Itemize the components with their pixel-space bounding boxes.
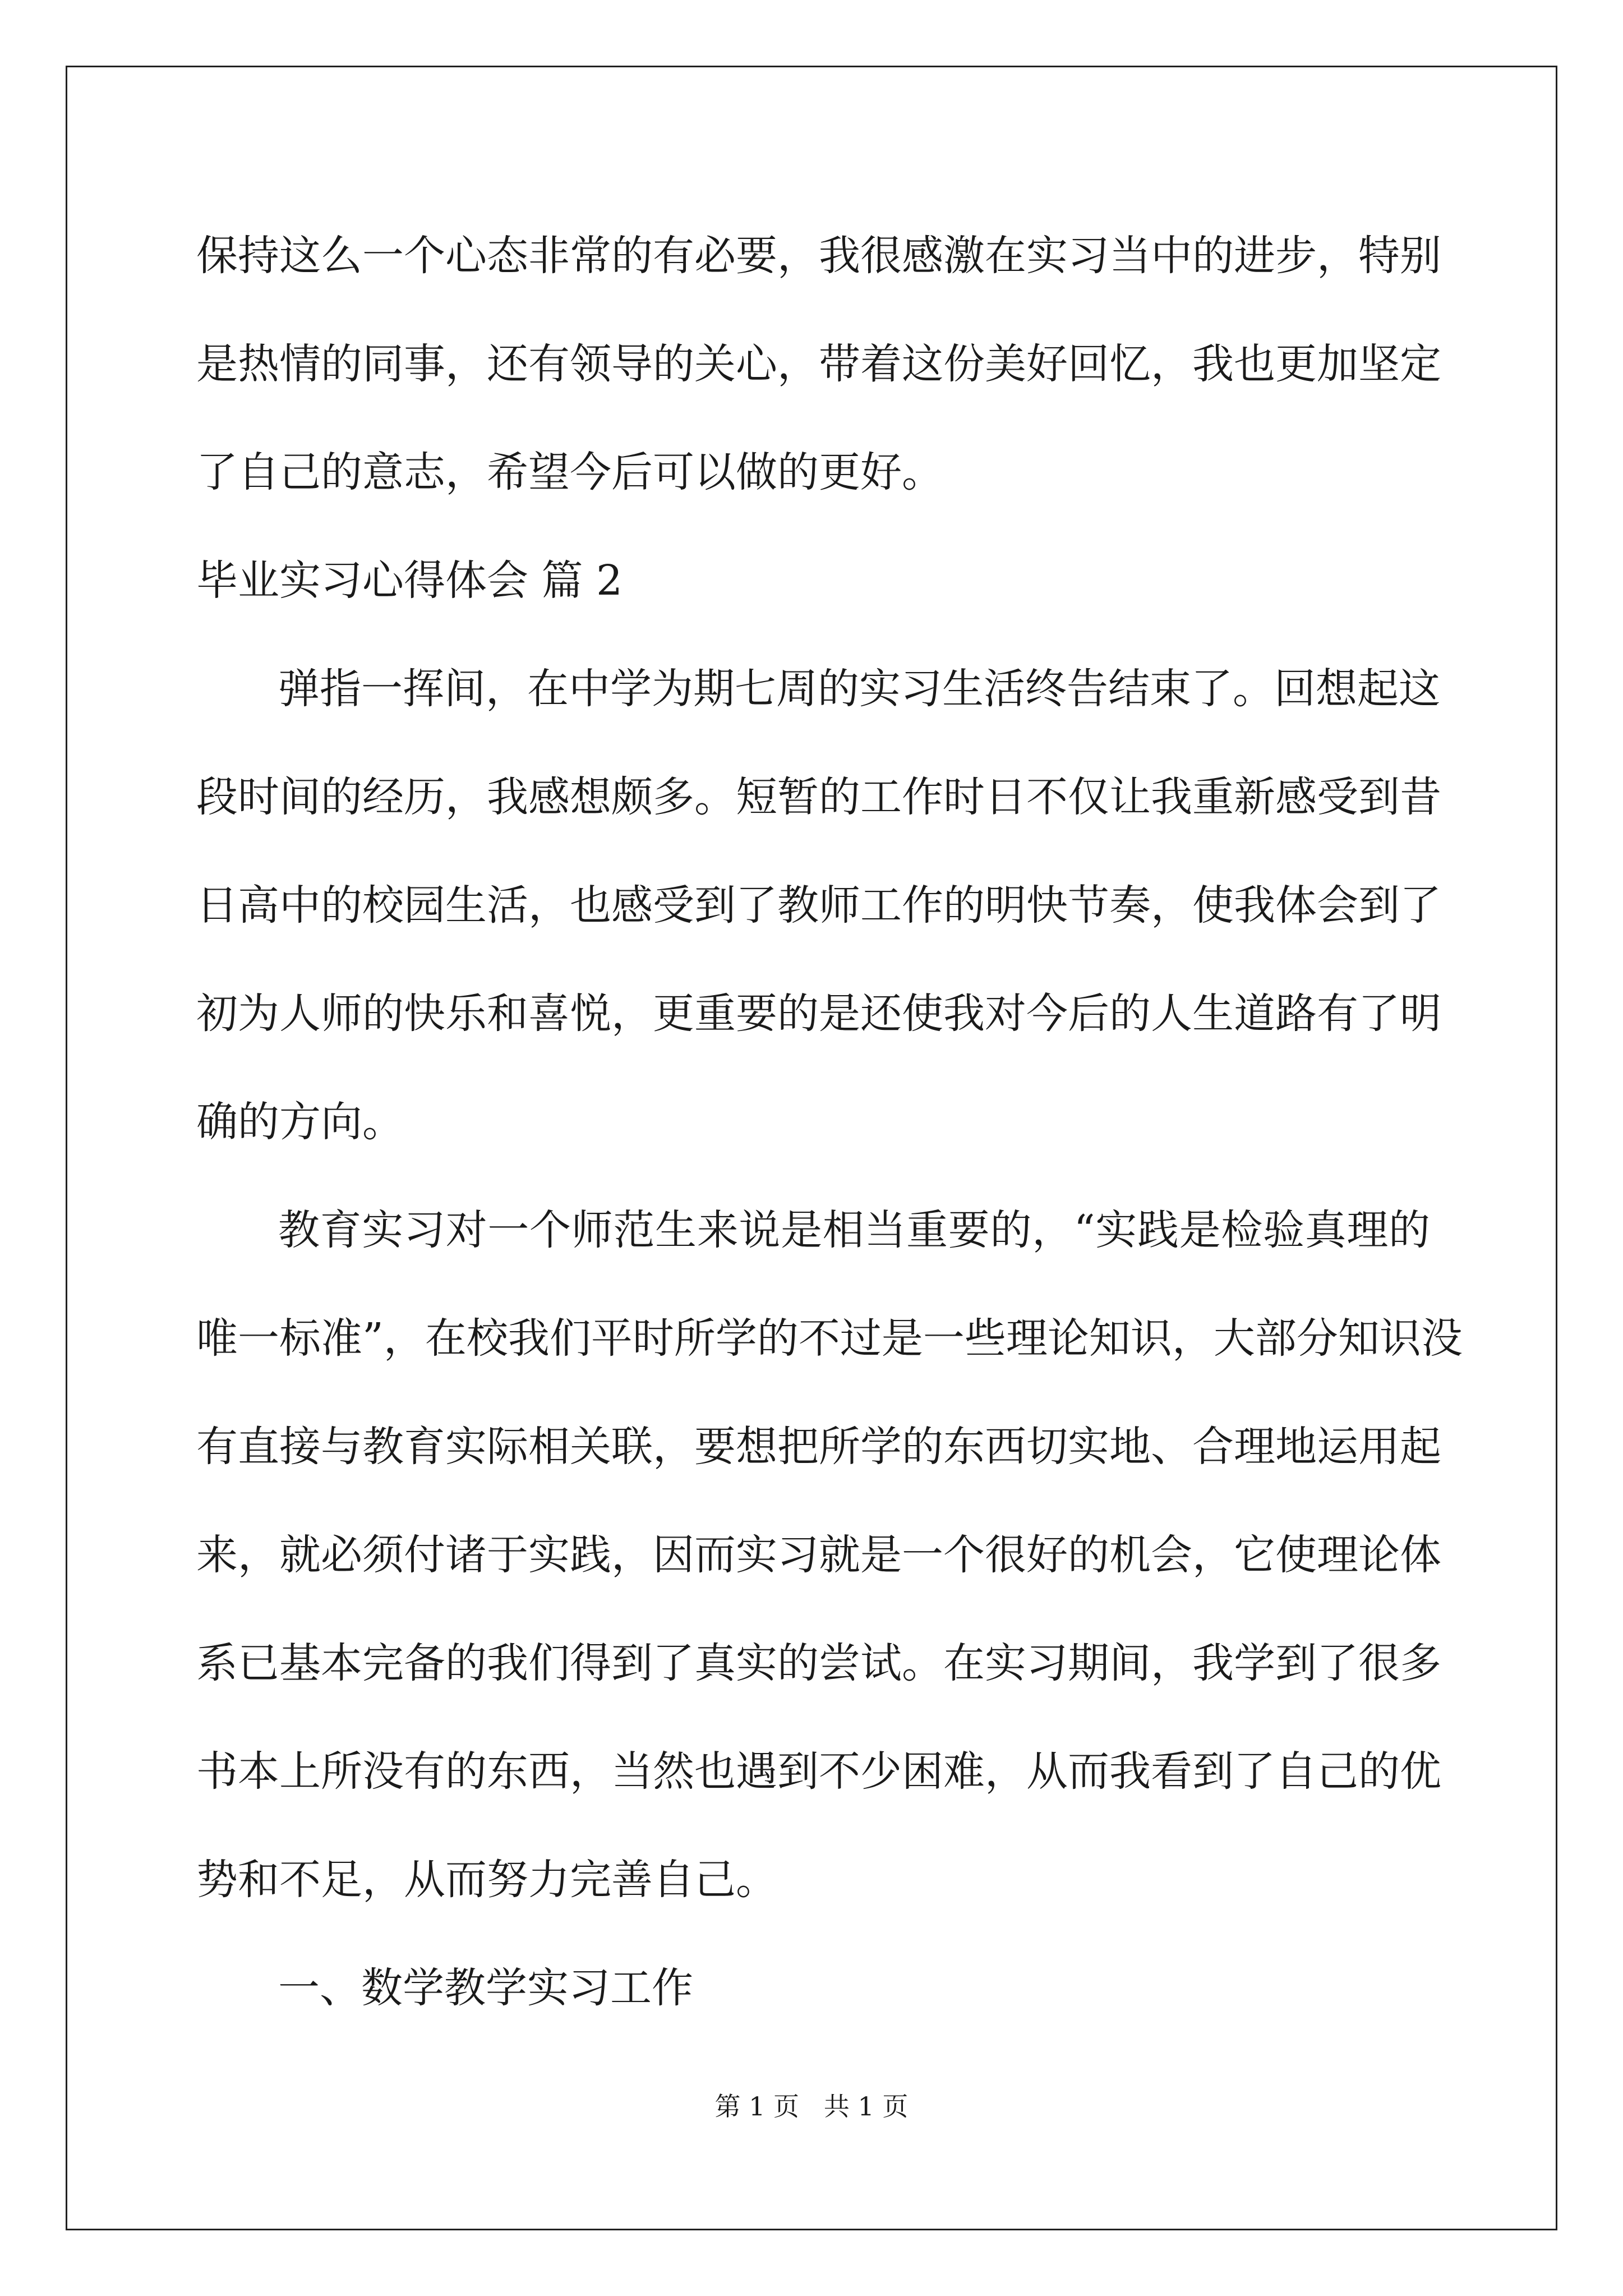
- text-line: 系已基本完备的我们得到了真实的尝试。在实习期间，我学到了很多: [196, 1639, 1441, 1687]
- text-line: 唯一标准”，在校我们平时所学的不过是一些理论知识，大部分知识没: [196, 1314, 1463, 1363]
- text-line: 弹指一挥间，在中学为期七周的实习生活终告结束了。回想起这: [278, 665, 1440, 713]
- text-line: 了自己的意志，希望今后可以做的更好。: [196, 448, 943, 496]
- text-line: 有直接与教育实际相关联，要想把所学的东西切实地、合理地运用起: [196, 1423, 1441, 1471]
- text-line: 确的方向。: [196, 1098, 404, 1146]
- text-line: 段时间的经历，我感想颇多。短暂的工作时日不仅让我重新感受到昔: [196, 773, 1441, 821]
- subsection-heading: 一、数学教学实习工作: [278, 1964, 693, 2012]
- text-line: 教育实习对一个师范生来说是相当重要的，“实践是检验真理的: [278, 1206, 1430, 1254]
- text-line: 势和不足，从而努力完善自己。: [196, 1856, 777, 1904]
- text-line: 来，就必须付诸于实践，因而实习就是一个很好的机会，它使理论体: [196, 1531, 1441, 1579]
- text-line: 日高中的校园生活，也感受到了教师工作的明快节奏，使我体会到了: [196, 881, 1441, 930]
- text-line: 是热情的同事，还有领导的关心，带着这份美好回忆，我也更加坚定: [196, 340, 1441, 388]
- page-number-footer: 第 1 页 共 1 页: [714, 2091, 909, 2122]
- document-body: [196, 202, 1463, 2042]
- text-line: 保持这么一个心态非常的有必要，我很感激在实习当中的进步，特别: [196, 232, 1441, 280]
- section-heading: 毕业实习心得体会 篇 2: [196, 556, 623, 605]
- text-line: 书本上所没有的东西，当然也遇到不少困难，从而我看到了自己的优: [196, 1747, 1441, 1796]
- text-line: 初为人师的快乐和喜悦，更重要的是还使我对今后的人生道路有了明: [196, 990, 1441, 1038]
